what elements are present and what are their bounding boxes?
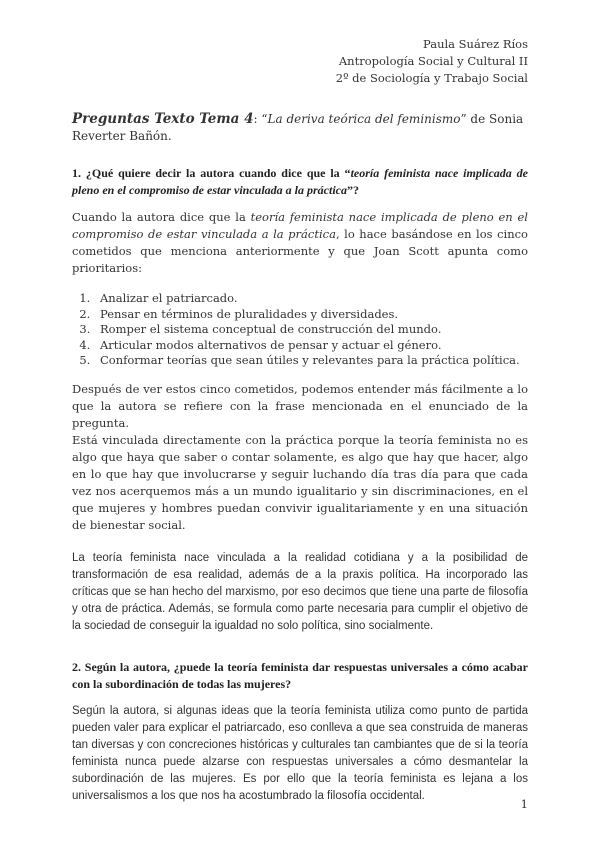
answer-2-paragraph-1: Según la autora, si algunas ideas que la teoría feminista utiliza como punto de partida pueden valer para explicar el patriarcado, eso conlleva a que sea construida de maneras tan diversas y con concreciones históricas y culturales tan cambiantes que de si la teoría feminista nunca puede alzarse con respuestas universales a cómo desmantelar la subordinación de las mujeres. Es por ello que la teoría feminista es lejana a los universalismos a los que nos ha acostumbrado la filosofía occidental. xyxy=(72,704,528,802)
answer-1-intro-pre: Cuando la autora dice que la xyxy=(72,210,251,224)
question-1-quote: teoría feminista nace implicada de pleno en el compromiso de estar vinculada a la práctica xyxy=(72,166,529,197)
list-item: 1. Analizar el patriarcado. xyxy=(94,291,528,307)
question-2-heading: 2. Según la autora, ¿puede la teoría feminista dar respuestas universales a cómo acabar con la subordinación de todas las mujeres? xyxy=(72,659,528,691)
cometidos-list xyxy=(72,291,528,369)
title-colon: : “ xyxy=(253,112,268,126)
list-item: 3. Romper el sistema conceptual de construcción del mundo. xyxy=(94,322,528,338)
question-1-heading xyxy=(72,165,528,199)
answer-1-intro-quote: teoría feminista nace implicada de pleno en el compromiso de estar vinculada a la práctica xyxy=(72,210,528,241)
document-title xyxy=(72,111,528,145)
title-main: Preguntas Texto Tema 4 xyxy=(72,111,254,127)
title-article: La deriva teórica del feminismo xyxy=(267,112,461,126)
title-rest: ” de Sonia Reverter Bañón. xyxy=(72,112,524,143)
question-1-number: 1. xyxy=(72,166,86,180)
answer-1-paragraph-4: La teoría feminista nace vinculada a la realidad cotidiana y a la posibilidad de transformación de esa realidad, además de a la praxis política. Ha incorporado las críticas que se han hecho del marxismo, por eso decimos que tiene una parte de filosofía y otra de práctica. Además, se formula como parte necesaria para cumplir el objetivo de la sociedad de conseguir la igualdad no solo política, sino socialmente. xyxy=(72,551,528,632)
answer-1-paragraph-2: Después de ver estos cinco cometidos, podemos entender más fácilmente a lo que la autora se refiere con la frase mencionada en el enunciado de la pregunta. xyxy=(72,381,528,430)
program-name: 2º de Sociología y Trabajo Social xyxy=(335,71,528,85)
page-number: 1 xyxy=(520,797,528,811)
answer-1-intro-post: , lo hace basándose en los cinco cometidos que menciona anteriormente y que Joan Scott apunta como prioritarios: xyxy=(72,227,528,275)
answer-1-paragraph-3: Está vinculada directamente con la práctica porque la teoría feminista no es algo que haya que saber o contar solamente, es algo que hay que hacer, algo en lo que hay que involucrarse y seguir luchando día tras día para que cada vez nos acerquemos más a un mundo igualitario y sin discriminaciones, en el que mujeres y hombres puedan convivir igualitariamente y en una situación de bienestar social. xyxy=(72,432,528,532)
list-item: 2. Pensar en términos de pluralidades y diversidades. xyxy=(94,307,528,323)
list-item: 4. Articular modos alternativos de pensar y actuar el género. xyxy=(94,338,528,354)
list-item: 5. Conformar teorías que sean útiles y relevantes para la práctica política. xyxy=(94,353,528,369)
document-body xyxy=(72,111,528,805)
course-name: Antropología Social y Cultural II xyxy=(338,54,528,68)
question-1-post: ”? xyxy=(346,183,359,197)
document-header xyxy=(336,36,528,87)
answer-1-intro xyxy=(72,209,528,277)
author-name: Paula Suárez Ríos xyxy=(423,37,528,51)
question-1-pre: ¿Qué quiere decir la autora cuando dice que la “ xyxy=(85,166,351,180)
